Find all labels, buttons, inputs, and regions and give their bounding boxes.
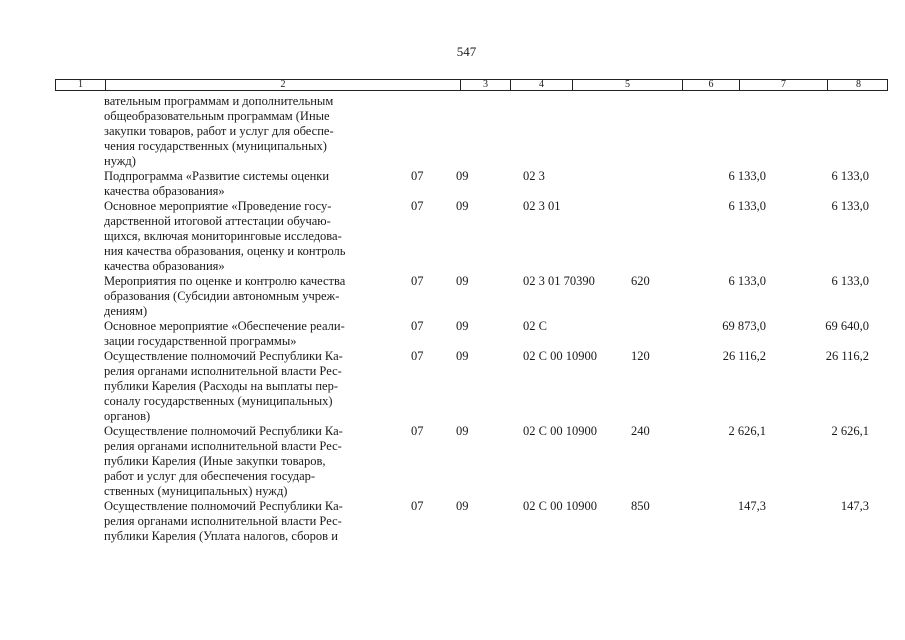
row-description: вательным программам и дополнительным общеобразовательным программам (Иные закупки товаров, работ и услуг для обеспе- чения государственных (муниципальных) нужд) bbox=[104, 94, 334, 168]
row-amount-1: 6 133,0 bbox=[728, 274, 766, 288]
row-expense-type: 850 bbox=[631, 499, 650, 513]
header-col-7: 7 bbox=[740, 80, 828, 90]
header-col-1: 1 bbox=[56, 80, 106, 90]
row-section: 07 bbox=[411, 319, 424, 333]
row-amount-2: 26 116,2 bbox=[825, 349, 869, 363]
row-section: 07 bbox=[411, 274, 424, 288]
row-section: 07 bbox=[411, 199, 424, 213]
table-row bbox=[104, 499, 894, 544]
row-amount-2: 147,3 bbox=[840, 499, 869, 513]
row-expense-type: 620 bbox=[631, 274, 650, 288]
row-target-article: 02 3 01 bbox=[523, 199, 561, 213]
row-subsection: 09 bbox=[456, 169, 469, 183]
row-description: Основное мероприятие «Проведение госу- дарственной итоговой аттестации обучаю- щихся, включая мониторинговые исследова- ния качества образования, оценку и контроль качества образования» bbox=[104, 199, 346, 273]
table-row bbox=[104, 349, 894, 424]
table-row bbox=[104, 319, 894, 349]
row-subsection: 09 bbox=[456, 349, 469, 363]
table-header bbox=[55, 79, 888, 91]
row-amount-1: 2 626,1 bbox=[728, 424, 766, 438]
header-col-6: 6 bbox=[683, 80, 740, 90]
row-section: 07 bbox=[411, 499, 424, 513]
row-description: Осуществление полномочий Республики Ка- релия органами исполнительной власти Рес- публики Карелия (Уплата налогов, сборов и bbox=[104, 499, 343, 543]
row-section: 07 bbox=[411, 349, 424, 363]
row-amount-2: 6 133,0 bbox=[831, 199, 869, 213]
row-target-article: 02 С 00 10900 bbox=[523, 424, 597, 438]
row-expense-type: 120 bbox=[631, 349, 650, 363]
row-target-article: 02 С 00 10900 bbox=[523, 349, 597, 363]
row-target-article: 02 С bbox=[523, 319, 547, 333]
table-row bbox=[104, 169, 894, 199]
row-subsection: 09 bbox=[456, 319, 469, 333]
row-amount-1: 69 873,0 bbox=[722, 319, 766, 333]
row-target-article: 02 3 bbox=[523, 169, 545, 183]
table-row bbox=[104, 274, 894, 319]
row-amount-2: 6 133,0 bbox=[831, 274, 869, 288]
row-subsection: 09 bbox=[456, 274, 469, 288]
row-amount-1: 6 133,0 bbox=[728, 169, 766, 183]
header-col-3: 3 bbox=[461, 80, 511, 90]
table-row bbox=[104, 199, 894, 274]
row-amount-2: 69 640,0 bbox=[825, 319, 869, 333]
row-target-article: 02 3 01 70390 bbox=[523, 274, 595, 288]
row-description: Основное мероприятие «Обеспечение реали- зации государственной программы» bbox=[104, 319, 345, 348]
row-amount-2: 2 626,1 bbox=[831, 424, 869, 438]
header-col-4: 4 bbox=[511, 80, 573, 90]
row-amount-1: 147,3 bbox=[737, 499, 766, 513]
row-subsection: 09 bbox=[456, 199, 469, 213]
row-amount-2: 6 133,0 bbox=[831, 169, 869, 183]
row-section: 07 bbox=[411, 169, 424, 183]
table-row bbox=[104, 424, 894, 499]
row-target-article: 02 С 00 10900 bbox=[523, 499, 597, 513]
budget-table-body bbox=[104, 94, 894, 544]
table-row bbox=[104, 94, 894, 169]
header-col-5: 5 bbox=[573, 80, 683, 90]
page-number: 547 bbox=[456, 44, 477, 59]
header-col-8: 8 bbox=[856, 79, 861, 90]
row-subsection: 09 bbox=[456, 499, 469, 513]
row-subsection: 09 bbox=[456, 424, 469, 438]
row-description: Подпрограмма «Развитие системы оценки качества образования» bbox=[104, 169, 330, 198]
header-col-2: 2 bbox=[106, 80, 461, 90]
row-description: Осуществление полномочий Республики Ка- релия органами исполнительной власти Рес- публики Карелия (Иные закупки товаров, работ и услуг для обеспечения государ- ственных (муниципальных) нужд) bbox=[104, 424, 343, 498]
row-description: Осуществление полномочий Республики Ка- релия органами исполнительной власти Рес- публики Карелия (Расходы на выплаты пер- соналу государственных (муниципальных) органов) bbox=[104, 349, 343, 423]
row-amount-1: 6 133,0 bbox=[728, 199, 766, 213]
row-description: Мероприятия по оценке и контролю качества образования (Субсидии автономным учреж- дениям) bbox=[104, 274, 346, 318]
row-amount-1: 26 116,2 bbox=[722, 349, 766, 363]
row-section: 07 bbox=[411, 424, 424, 438]
row-expense-type: 240 bbox=[631, 424, 650, 438]
